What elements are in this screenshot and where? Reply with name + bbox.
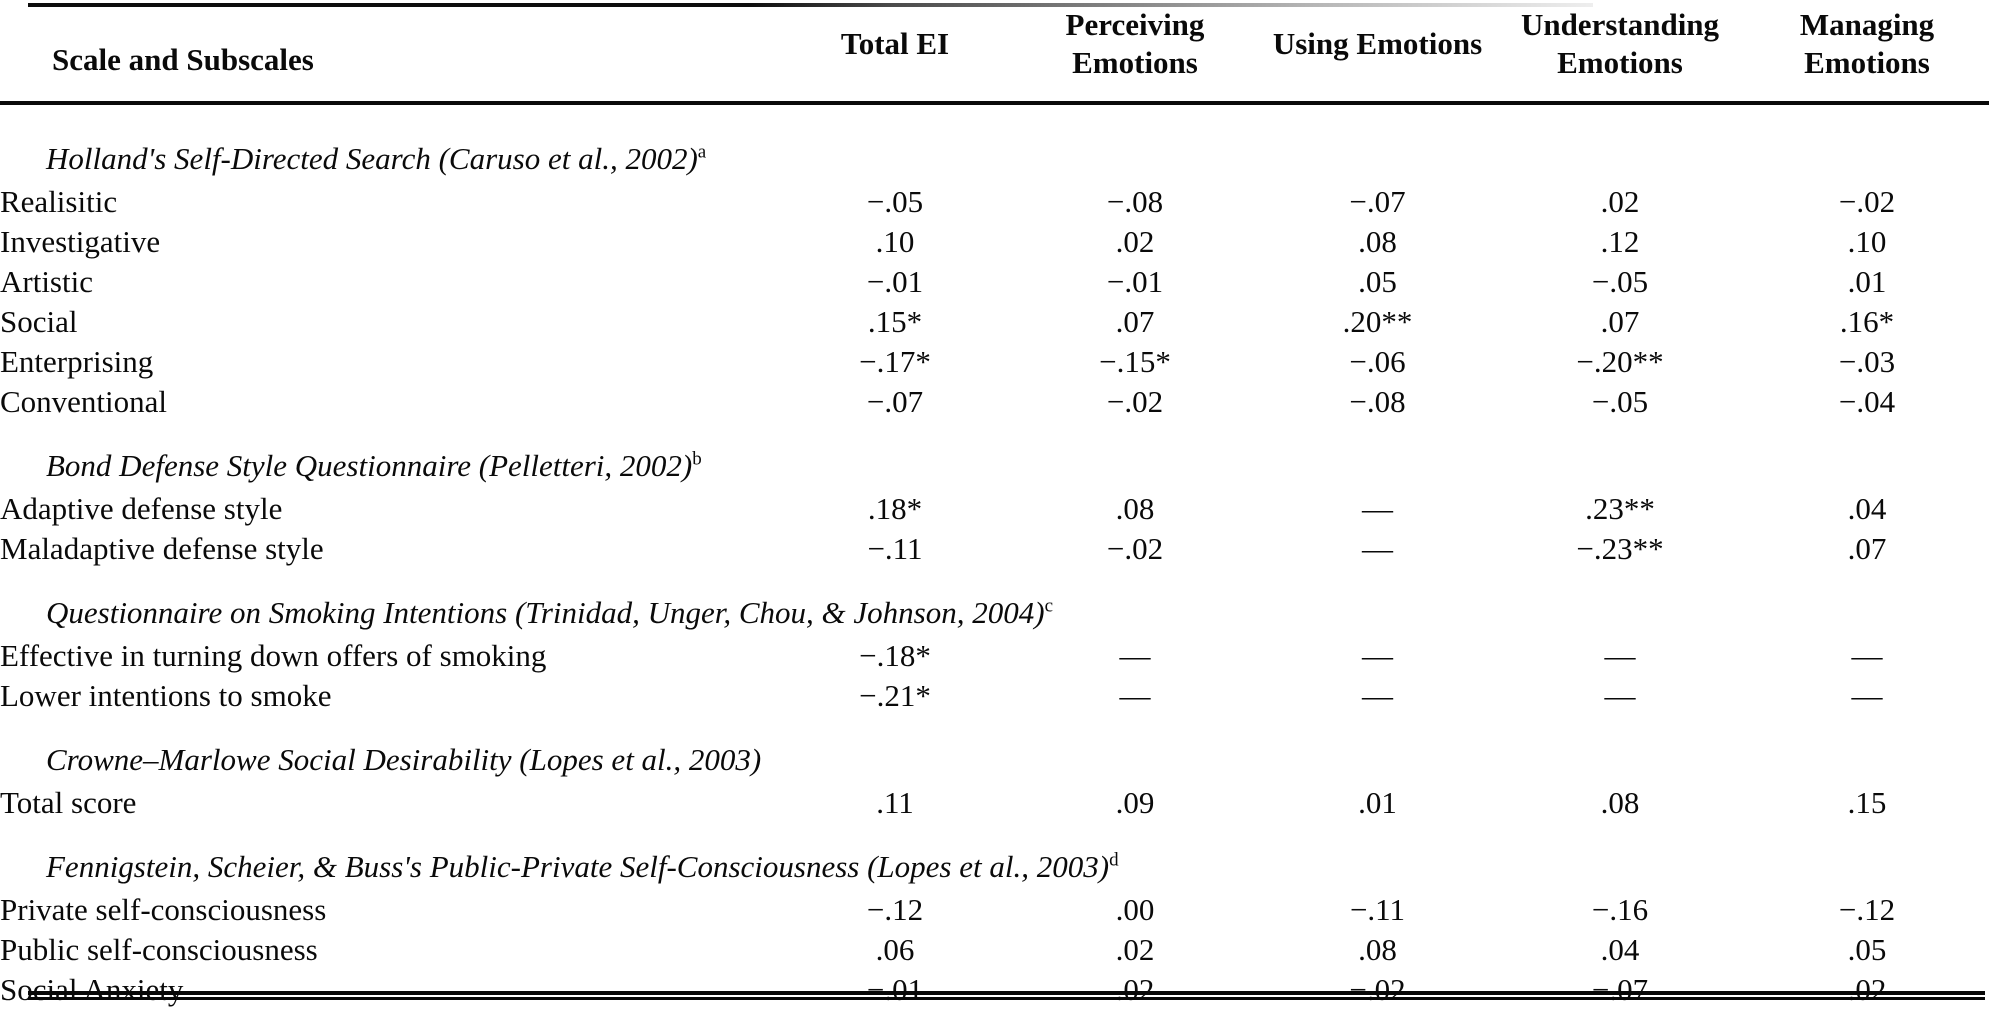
cell-value: .01 xyxy=(1358,785,1397,820)
cell-value: .10 xyxy=(1847,224,1887,259)
table-row xyxy=(0,222,1989,262)
row-label: Public self-consciousness xyxy=(0,932,318,967)
cell-value: .05 xyxy=(1358,264,1397,299)
cell-value: — xyxy=(1119,678,1151,713)
cell-value: .15* xyxy=(867,304,923,339)
cell-value: −.07 xyxy=(866,384,924,419)
column-header-understanding-emotions: Understanding Emotions xyxy=(1495,0,1745,103)
row-label: Artistic xyxy=(0,264,93,299)
table-row xyxy=(0,529,1989,569)
cell-value: .16* xyxy=(1839,304,1895,339)
row-label: Lower intentions to smoke xyxy=(0,678,332,713)
section-header-row xyxy=(0,823,1989,890)
cell-value: −.15* xyxy=(1099,344,1171,379)
cell-value: −.18* xyxy=(859,638,931,673)
section-header-text: Crowne–Marlowe Social Desirability (Lopes et al., 2003) xyxy=(46,742,762,777)
section-note: b xyxy=(692,448,702,470)
cell-value: .04 xyxy=(1600,932,1640,967)
header-row xyxy=(0,0,1989,103)
table-row xyxy=(0,676,1989,716)
cell-value: .10 xyxy=(875,224,915,259)
row-label: Effective in turning down offers of smoking xyxy=(0,638,547,673)
column-header-using-emotions: Using Emotions xyxy=(1260,0,1495,103)
row-label: Private self-consciousness xyxy=(0,892,327,927)
cell-value: — xyxy=(1362,638,1393,673)
cell-value: — xyxy=(1604,638,1636,673)
cell-value: .08 xyxy=(1115,491,1155,526)
table-row xyxy=(0,970,1989,1010)
cell-value: .07 xyxy=(1115,304,1155,339)
cell-value: — xyxy=(1362,491,1393,526)
cell-value: −.04 xyxy=(1838,384,1896,419)
column-header-total-ei: Total EI xyxy=(780,0,1010,103)
table-row xyxy=(0,930,1989,970)
table-row xyxy=(0,890,1989,930)
section-header-cell xyxy=(0,716,1989,783)
row-label: Social Anxiety xyxy=(0,972,184,1007)
cell-value: −.03 xyxy=(1838,344,1896,379)
cell-value: — xyxy=(1119,638,1151,673)
cell-value: .08 xyxy=(1600,785,1640,820)
cell-value: −.12 xyxy=(866,892,924,927)
section-header-cell xyxy=(0,422,1989,489)
column-header-scale-and-subscales: Scale and Subscales xyxy=(0,0,780,103)
cell-value: .18* xyxy=(867,491,923,526)
cell-value: −.16 xyxy=(1591,892,1649,927)
cell-value: −.07 xyxy=(1591,972,1649,1007)
cell-value: .01 xyxy=(1847,264,1887,299)
section-header-row xyxy=(0,569,1989,636)
cell-value: .04 xyxy=(1847,491,1887,526)
cell-value: −.12 xyxy=(1838,892,1896,927)
row-label: Adaptive defense style xyxy=(0,491,283,526)
cell-value: −.02 xyxy=(1838,184,1896,219)
table-row xyxy=(0,182,1989,222)
table-row xyxy=(0,783,1989,823)
cell-value: .02 xyxy=(1115,932,1155,967)
section-note: c xyxy=(1044,595,1054,617)
cell-value: .23** xyxy=(1585,491,1655,526)
cell-value: .00 xyxy=(1115,892,1155,927)
cell-value: .02 xyxy=(1847,972,1887,1007)
cell-value: .09 xyxy=(1115,785,1155,820)
row-label: Social xyxy=(0,304,78,339)
section-header-row xyxy=(0,103,1989,182)
section-header-text: Bond Defense Style Questionnaire (Pelletteri, 2002) xyxy=(46,448,693,483)
cell-value: .15 xyxy=(1847,785,1887,820)
table-row xyxy=(0,636,1989,676)
cell-value: .08 xyxy=(1358,932,1397,967)
cell-value: .11 xyxy=(876,785,914,820)
cell-value: −.01 xyxy=(866,972,924,1007)
cell-value: −.11 xyxy=(1349,892,1406,927)
cell-value: .02 xyxy=(1115,972,1155,1007)
cell-value: −.21* xyxy=(859,678,931,713)
cell-value: — xyxy=(1362,678,1393,713)
cell-value: −.02 xyxy=(1106,384,1164,419)
cell-value: −.20** xyxy=(1576,344,1664,379)
cell-value: −.08 xyxy=(1349,384,1406,419)
table-row xyxy=(0,262,1989,302)
table-row xyxy=(0,489,1989,529)
row-label: Realisitic xyxy=(0,184,118,219)
cell-value: .06 xyxy=(875,932,915,967)
section-note: a xyxy=(697,141,707,163)
row-label: Maladaptive defense style xyxy=(0,531,324,566)
row-label: Conventional xyxy=(0,384,168,419)
section-note: d xyxy=(1109,849,1119,871)
section-header-text: Holland's Self-Directed Search (Caruso et al., 2002) xyxy=(46,141,698,176)
cell-value: .02 xyxy=(1600,184,1640,219)
row-label: Investigative xyxy=(0,224,161,259)
cell-value: .02 xyxy=(1115,224,1155,259)
cell-value: −.01 xyxy=(1106,264,1164,299)
column-header-managing-emotions: Managing Emotions xyxy=(1745,0,1989,103)
cell-value: −.17* xyxy=(859,344,931,379)
cell-value: .08 xyxy=(1358,224,1397,259)
cell-value: −.06 xyxy=(1349,344,1406,379)
section-header-text: Questionnaire on Smoking Intentions (Trinidad, Unger, Chou, & Johnson, 2004) xyxy=(46,595,1045,630)
cell-value: .07 xyxy=(1847,531,1887,566)
cell-value: — xyxy=(1851,638,1883,673)
cell-value: — xyxy=(1604,678,1636,713)
cell-value: −.02 xyxy=(1349,972,1406,1007)
table-row xyxy=(0,342,1989,382)
cell-value: −.08 xyxy=(1106,184,1164,219)
cell-value: .05 xyxy=(1847,932,1887,967)
section-header-cell xyxy=(0,823,1989,890)
cell-value: −.05 xyxy=(1591,264,1649,299)
row-label: Enterprising xyxy=(0,344,154,379)
cell-value: .20** xyxy=(1342,304,1413,339)
cell-value: −.05 xyxy=(1591,384,1649,419)
table-row xyxy=(0,302,1989,342)
cell-value: .07 xyxy=(1600,304,1640,339)
cell-value: — xyxy=(1851,678,1883,713)
cell-value: −.07 xyxy=(1349,184,1406,219)
section-header-row xyxy=(0,716,1989,783)
section-header-row xyxy=(0,422,1989,489)
table-bottom-rule xyxy=(28,991,1985,1000)
section-header-cell xyxy=(0,103,1989,182)
section-header-text: Fennigstein, Scheier, & Buss's Public-Private Self-Consciousness (Lopes et al., 2003) xyxy=(46,849,1110,884)
cell-value: −.05 xyxy=(866,184,924,219)
cell-value: −.01 xyxy=(866,264,924,299)
column-header-perceiving-emotions: Perceiving Emotions xyxy=(1010,0,1260,103)
cell-value: −.11 xyxy=(867,531,923,566)
cell-value: −.02 xyxy=(1106,531,1164,566)
row-label: Total score xyxy=(0,785,137,820)
table-row xyxy=(0,382,1989,422)
cell-value: −.23** xyxy=(1576,531,1664,566)
cell-value: — xyxy=(1362,531,1393,566)
section-header-cell xyxy=(0,569,1989,636)
cell-value: .12 xyxy=(1600,224,1640,259)
